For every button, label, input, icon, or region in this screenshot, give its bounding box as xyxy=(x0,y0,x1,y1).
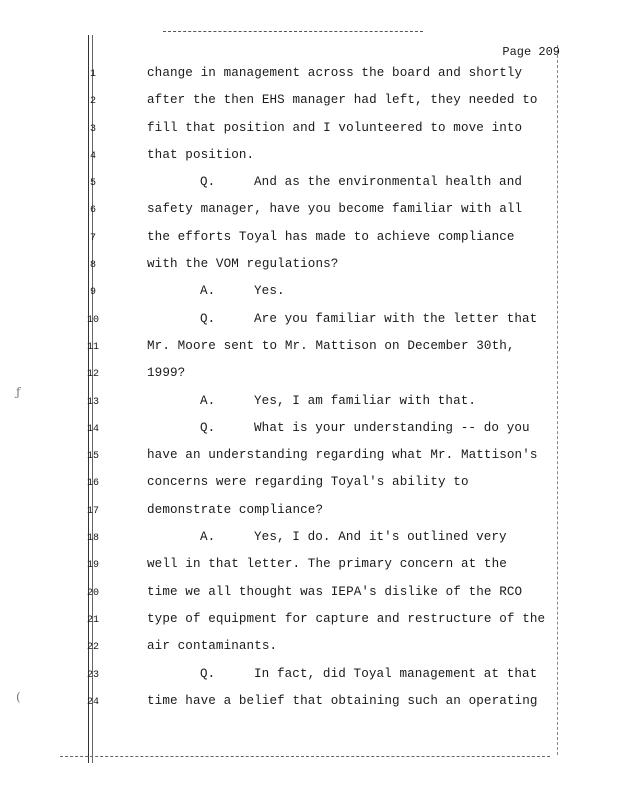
line-text xyxy=(200,175,522,189)
line-text xyxy=(147,612,545,626)
transcript-line xyxy=(0,88,618,115)
testimony-text: 1999? xyxy=(147,366,186,381)
page-number: Page 209 xyxy=(502,45,560,59)
line-number: 20 xyxy=(86,587,99,599)
testimony-text: In fact, did Toyal management at that xyxy=(254,666,538,681)
testimony-text: time have a belief that obtaining such an operating xyxy=(147,693,538,708)
testimony-text: demonstrate compliance? xyxy=(147,502,324,517)
testimony-text: safety manager, have you become familiar with all xyxy=(147,202,523,217)
line-number: 13 xyxy=(86,396,99,408)
transcript-line xyxy=(0,580,618,607)
line-number: 4 xyxy=(89,150,96,162)
top-rule xyxy=(163,31,423,32)
line-number: 2 xyxy=(89,96,96,108)
margin-mark: ( xyxy=(16,690,21,704)
line-text xyxy=(200,530,507,544)
line-text xyxy=(147,339,515,353)
line-number: 18 xyxy=(86,533,99,545)
speaker-marker: A. xyxy=(200,393,216,408)
testimony-text: concerns were regarding Toyal's ability to xyxy=(147,475,469,490)
transcript-line xyxy=(0,552,618,579)
line-number: 14 xyxy=(86,423,99,435)
transcript-line xyxy=(0,170,618,197)
line-number: 3 xyxy=(89,123,96,135)
line-text xyxy=(147,257,338,271)
line-number: 8 xyxy=(89,260,96,272)
transcript-line xyxy=(0,361,618,388)
transcript-line xyxy=(0,143,618,170)
line-text xyxy=(147,557,507,571)
testimony-text: Yes. xyxy=(254,284,285,299)
line-number: 16 xyxy=(86,478,99,490)
transcript-line xyxy=(0,498,618,525)
line-number: 22 xyxy=(86,642,99,654)
transcript-line xyxy=(0,334,618,361)
transcript-line xyxy=(0,279,618,306)
line-text xyxy=(200,284,285,298)
transcript-line xyxy=(0,689,618,716)
transcript-line xyxy=(0,225,618,252)
line-number: 9 xyxy=(89,287,96,299)
testimony-text: Mr. Moore sent to Mr. Mattison on December 30th, xyxy=(147,338,515,353)
transcript-line xyxy=(0,607,618,634)
transcript-line xyxy=(0,662,618,689)
testimony-text: well in that letter. The primary concern at the xyxy=(147,557,507,572)
line-text xyxy=(200,312,537,326)
transcript-line xyxy=(0,61,618,88)
testimony-text: with the VOM regulations? xyxy=(147,257,339,272)
testimony-text: And as the environmental health and xyxy=(254,175,523,190)
line-number: 11 xyxy=(86,341,99,353)
speaker-marker: Q. xyxy=(200,420,216,435)
testimony-text: change in management across the board and shortly xyxy=(147,66,523,80)
testimony-text: Yes, I do. And it's outlined very xyxy=(254,530,507,545)
line-number: 6 xyxy=(89,205,96,217)
testimony-text: after the then EHS manager had left, they needed to xyxy=(147,93,538,108)
line-text xyxy=(147,230,515,244)
line-number: 15 xyxy=(86,451,99,463)
line-number: 24 xyxy=(86,696,99,708)
line-number: 5 xyxy=(89,178,96,190)
line-number: 23 xyxy=(86,669,99,681)
transcript-line xyxy=(0,197,618,224)
testimony-text: fill that position and I volunteered to move into xyxy=(147,120,523,135)
line-number: 7 xyxy=(89,232,96,244)
line-text xyxy=(147,503,323,517)
transcript-line xyxy=(0,470,618,497)
testimony-text: air contaminants. xyxy=(147,639,278,654)
transcript-line xyxy=(0,443,618,470)
line-text xyxy=(147,121,522,135)
line-text xyxy=(200,394,476,408)
line-number: 19 xyxy=(86,560,99,572)
transcript-lines xyxy=(0,61,618,716)
speaker-marker: Q. xyxy=(200,666,216,681)
transcript-line xyxy=(0,634,618,661)
line-text xyxy=(200,667,537,681)
transcript-line xyxy=(0,116,618,143)
testimony-text: Yes, I am familiar with that. xyxy=(254,393,477,408)
testimony-text: that position. xyxy=(147,147,255,162)
line-text xyxy=(147,475,469,489)
line-text xyxy=(200,421,530,435)
line-text xyxy=(147,148,254,162)
line-text xyxy=(147,93,538,107)
line-number: 21 xyxy=(86,614,99,626)
testimony-text: time we all thought was IEPA's dislike of the RCO xyxy=(147,584,523,599)
bottom-rule xyxy=(60,756,550,757)
line-text xyxy=(147,448,538,462)
line-text xyxy=(147,694,538,708)
transcript-line xyxy=(0,389,618,416)
line-text xyxy=(147,202,522,216)
line-number: 10 xyxy=(86,314,99,326)
line-text xyxy=(147,366,185,380)
speaker-marker: Q. xyxy=(200,175,216,190)
line-text xyxy=(147,639,277,653)
transcript-line xyxy=(0,525,618,552)
testimony-text: type of equipment for capture and restructure of the xyxy=(147,611,546,626)
testimony-text: have an understanding regarding what Mr. Mattison's xyxy=(147,448,538,463)
speaker-marker: A. xyxy=(200,530,216,545)
line-number: 12 xyxy=(86,369,99,381)
testimony-text: What is your understanding -- do you xyxy=(254,420,530,435)
line-text xyxy=(147,66,522,80)
speaker-marker: A. xyxy=(200,284,216,299)
margin-mark: ƒ xyxy=(16,385,21,399)
line-number: 17 xyxy=(86,505,99,517)
testimony-text: the efforts Toyal has made to achieve compliance xyxy=(147,229,515,244)
transcript-line xyxy=(0,252,618,279)
testimony-text: Are you familiar with the letter that xyxy=(254,311,538,326)
speaker-marker: Q. xyxy=(200,311,216,326)
line-number: 1 xyxy=(89,69,96,80)
transcript-line xyxy=(0,307,618,334)
line-text xyxy=(147,585,522,599)
transcript-line xyxy=(0,416,618,443)
